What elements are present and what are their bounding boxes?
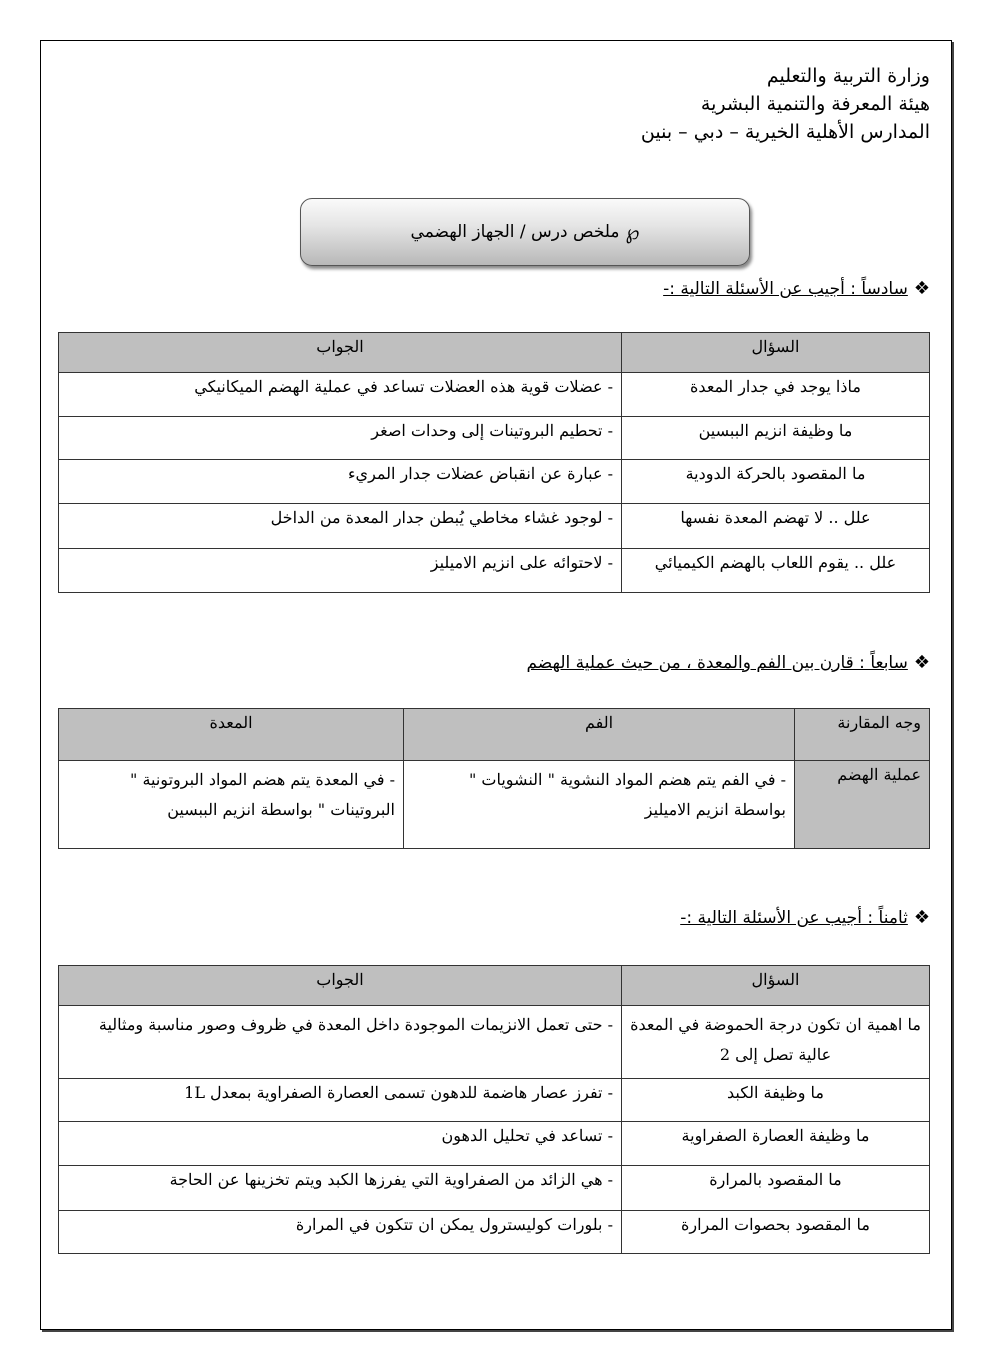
answer-cell: - لوجود غشاء مخاطي يُبطن جدار المعدة من الداخل	[59, 504, 622, 549]
question-cell: ما المقصود بحصوات المرارة	[622, 1211, 930, 1254]
table-row	[59, 504, 930, 549]
table-row	[59, 1166, 930, 1211]
table-row	[59, 549, 930, 593]
comparison-table	[58, 708, 930, 849]
question-cell: ما المقصود بالمرارة	[622, 1166, 930, 1211]
qa-table-6	[58, 332, 930, 593]
stomach-cell: - في المعدة يتم هضم المواد البروتونية " البروتينات " بواسطة انزيم الببسين	[59, 761, 404, 849]
lesson-title: ملخص درس / الجهاز الهضمي	[410, 222, 620, 242]
diamond-bullet-icon: ❖	[913, 278, 930, 299]
question-cell: ما المقصود بالحركة الدودية	[622, 460, 930, 504]
diamond-bullet-icon: ❖	[913, 907, 930, 928]
header-aspect: وجه المقارنة	[795, 709, 930, 761]
table-row	[59, 1211, 930, 1254]
table-row	[59, 761, 930, 849]
diamond-bullet-icon: ❖	[913, 652, 930, 673]
header-answer: الجواب	[59, 333, 622, 373]
table-row	[59, 1079, 930, 1122]
header-stomach: المعدة	[59, 709, 404, 761]
table-row	[59, 460, 930, 504]
question-cell: ما وظيفة انزيم الببسين	[622, 417, 930, 460]
answer-cell: - تساعد في تحليل الدهون	[59, 1122, 622, 1166]
table-row	[59, 1122, 930, 1166]
school-line: المدارس الأهلية الخيرية – دبي – بنين	[640, 121, 930, 143]
table-row	[59, 417, 930, 460]
decorative-symbol-icon: ℘	[625, 220, 640, 244]
school-header	[641, 62, 930, 146]
answer-cell: - لاحتوائه على انزيم الاميليز	[59, 549, 622, 593]
section-7-heading	[526, 652, 930, 673]
section-6-heading	[663, 278, 930, 299]
ministry-line: وزارة التربية والتعليم	[766, 65, 930, 87]
lesson-title-box	[300, 198, 750, 266]
answer-cell: - تفرز عصار هاضمة للدهون تسمى العصارة الصفراوية بمعدل 1L	[59, 1079, 622, 1122]
answer-cell: - تحطيم البروتينات إلى وحدات اصغر	[59, 417, 622, 460]
answer-cell: - هي الزائد من الصفراوية التي يفرزها الكبد ويتم تخزينها عن الحاجة	[59, 1166, 622, 1211]
section-title: سادساً : أجيب عن الأسئلة التالية :-	[663, 279, 908, 299]
authority-line: هيئة المعرفة والتنمية البشرية	[700, 93, 930, 115]
question-cell: ما وظيفة العصارة الصفراوية	[622, 1122, 930, 1166]
section-title: ثامناً : أجيب عن الأسئلة التالية :-	[680, 908, 908, 928]
section-8-heading	[680, 907, 930, 928]
header-question: السؤال	[622, 966, 930, 1006]
answer-cell: - عضلات قوية هذه العضلات تساعد في عملية الهضم الميكانيكي	[59, 373, 622, 417]
header-question: السؤال	[622, 333, 930, 373]
question-cell: ماذا يوجد في جدار المعدة	[622, 373, 930, 417]
answer-cell: - بلورات كوليسترول يمكن ان تتكون في المرارة	[59, 1211, 622, 1254]
section-title: سابعاً : قارن بين الفم والمعدة ، من حيث عملية الهضم	[526, 653, 908, 673]
question-cell: ما اهمية ان تكون درجة الحموضة في المعدة عالية تصل إلى 2	[622, 1006, 930, 1079]
mouth-cell: - في الفم يتم هضم المواد النشوية " النشويات " بواسطة انزيم الاميليز	[404, 761, 795, 849]
table-row	[59, 373, 930, 417]
table-row	[59, 1006, 930, 1079]
question-cell: ما وظيفة الكبد	[622, 1079, 930, 1122]
question-cell: علل .. يقوم اللعاب بالهضم الكيميائي	[622, 549, 930, 593]
aspect-cell: عملية الهضم	[795, 761, 930, 849]
qa-table-8	[58, 965, 930, 1254]
answer-cell: - حتى تعمل الانزيمات الموجودة داخل المعدة في ظروف وصور مناسبة ومثالية	[59, 1006, 622, 1079]
header-mouth: الفم	[404, 709, 795, 761]
question-cell: علل .. لا تهضم المعدة نفسها	[622, 504, 930, 549]
header-answer: الجواب	[59, 966, 622, 1006]
answer-cell: - عبارة عن انقباض عضلات جدار المريء	[59, 460, 622, 504]
